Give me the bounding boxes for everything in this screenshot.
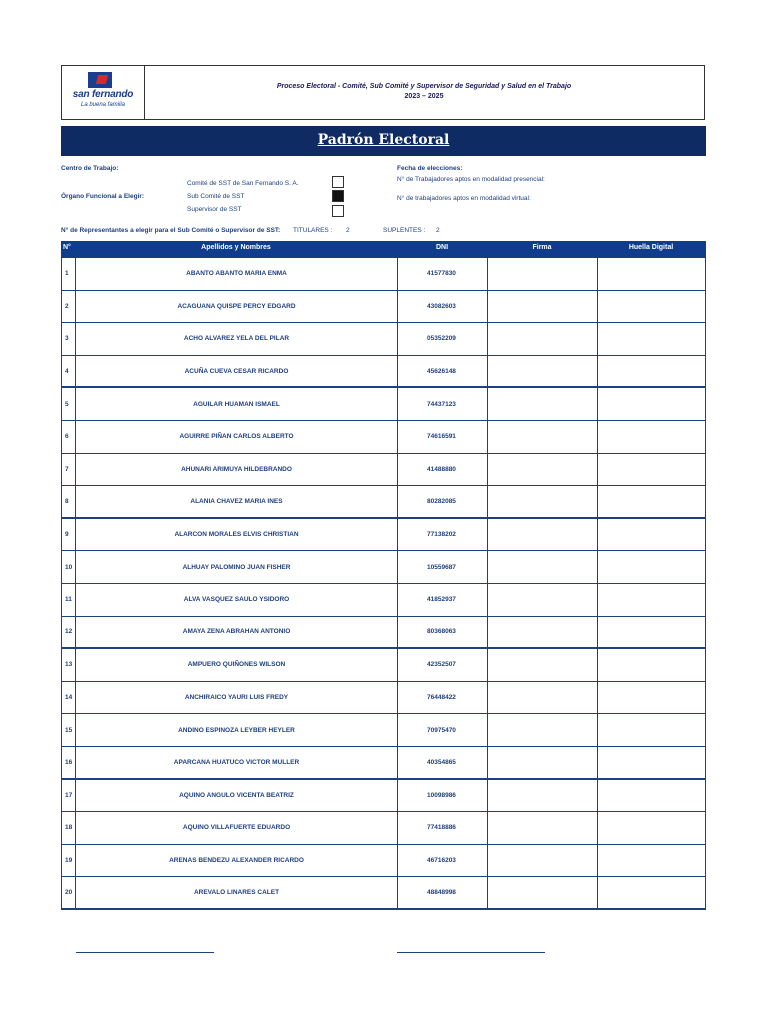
row-number: 12 — [62, 617, 76, 648]
centro-label: Centro de Trabajo: — [61, 165, 119, 172]
row-firma-cell[interactable] — [488, 682, 598, 714]
row-firma-cell[interactable] — [488, 649, 598, 681]
representantes-label: N° de Representantes a elegir para el Sub Comité o Supervisor de SST: — [61, 227, 281, 234]
row-firma-cell[interactable] — [488, 323, 598, 355]
row-firma-cell[interactable] — [488, 584, 598, 616]
row-dni: 46716203 — [398, 845, 488, 877]
row-firma-cell[interactable] — [488, 486, 598, 517]
row-name: AREVALO LINARES CALET — [76, 877, 398, 908]
row-dni: 40354865 — [398, 747, 488, 778]
table-row — [62, 258, 705, 291]
checkbox-subcomite[interactable] — [332, 190, 344, 202]
row-huella-cell[interactable] — [598, 388, 706, 420]
process-title: Proceso Electoral - Comité, Sub Comité y Supervisor de Seguridad y Salud en el Trabajo — [276, 83, 572, 90]
table-row — [62, 454, 705, 487]
row-number: 19 — [62, 845, 76, 877]
row-firma-cell[interactable] — [488, 617, 598, 648]
table-row — [62, 649, 705, 682]
option-label-supervisor: Supervisor de SST — [187, 206, 242, 213]
row-firma-cell[interactable] — [488, 714, 598, 746]
table-row — [62, 421, 705, 454]
signature-line-left — [76, 952, 214, 953]
header-dni: DNI — [435, 244, 449, 251]
row-name: APARCANA HUATUCO VICTOR MULLER — [76, 747, 398, 778]
row-firma-cell[interactable] — [488, 258, 598, 290]
table-row — [62, 388, 705, 421]
table-row — [62, 519, 705, 552]
row-number: 13 — [62, 649, 76, 681]
logo-tagline: La buena familia — [80, 102, 126, 108]
header-huella: Huella Digital — [628, 244, 674, 251]
row-huella-cell[interactable] — [598, 845, 706, 877]
row-huella-cell[interactable] — [598, 682, 706, 714]
row-dni: 41488880 — [398, 454, 488, 486]
row-dni: 42352507 — [398, 649, 488, 681]
row-huella-cell[interactable] — [598, 714, 706, 746]
table-body — [61, 258, 706, 910]
row-dni: 10559687 — [398, 551, 488, 583]
row-name: ALARCON MORALES ELVIS CHRISTIAN — [76, 519, 398, 551]
checkbox-comite[interactable] — [332, 176, 344, 188]
row-dni: 41577830 — [398, 258, 488, 290]
row-name: ACHO ALVAREZ YELA DEL PILAR — [76, 323, 398, 355]
row-firma-cell[interactable] — [488, 356, 598, 387]
row-number: 3 — [62, 323, 76, 355]
row-name: ALANIA CHAVEZ MARIA INES — [76, 486, 398, 517]
row-name: ABANTO ABANTO MARIA ENMA — [76, 258, 398, 290]
row-firma-cell[interactable] — [488, 519, 598, 551]
row-huella-cell[interactable] — [598, 454, 706, 486]
row-dni: 77418886 — [398, 812, 488, 844]
row-firma-cell[interactable] — [488, 845, 598, 877]
presencial-label: N° de Trabajadores aptos en modalidad presencial: — [397, 176, 545, 183]
row-dni: 80282085 — [398, 486, 488, 517]
row-dni: 74616591 — [398, 421, 488, 453]
row-number: 8 — [62, 486, 76, 517]
row-firma-cell[interactable] — [488, 780, 598, 812]
document-header — [61, 65, 705, 120]
row-number: 10 — [62, 551, 76, 583]
row-huella-cell[interactable] — [598, 812, 706, 844]
row-huella-cell[interactable] — [598, 877, 706, 908]
row-name: ACAGUANA QUISPE PERCY EDGARD — [76, 291, 398, 323]
suplentes-value: 2 — [436, 227, 440, 234]
header-firma: Firma — [532, 244, 552, 251]
row-huella-cell[interactable] — [598, 421, 706, 453]
row-number: 2 — [62, 291, 76, 323]
logo-mark-icon — [88, 72, 112, 88]
row-huella-cell[interactable] — [598, 551, 706, 583]
row-huella-cell[interactable] — [598, 780, 706, 812]
row-huella-cell[interactable] — [598, 486, 706, 517]
table-row — [62, 714, 705, 747]
table-row — [62, 747, 705, 780]
row-number: 15 — [62, 714, 76, 746]
titulares-label: TITULARES : — [293, 227, 333, 234]
table-row — [62, 356, 705, 389]
row-number: 6 — [62, 421, 76, 453]
row-number: 18 — [62, 812, 76, 844]
row-dni: 41852937 — [398, 584, 488, 616]
row-firma-cell[interactable] — [488, 551, 598, 583]
row-number: 1 — [62, 258, 76, 290]
row-number: 9 — [62, 519, 76, 551]
header-name: Apellidos y Nombres — [201, 244, 271, 251]
row-dni: 70975470 — [398, 714, 488, 746]
row-name: AQUINO VILLAFUERTE EDUARDO — [76, 812, 398, 844]
suplentes-label: SUPLENTES : — [383, 227, 426, 234]
row-number: 11 — [62, 584, 76, 616]
table-row — [62, 812, 705, 845]
row-number: 7 — [62, 454, 76, 486]
row-huella-cell[interactable] — [598, 356, 706, 387]
fecha-label: Fecha de elecciones: — [397, 165, 463, 172]
table-row — [62, 780, 705, 813]
checkbox-supervisor[interactable] — [332, 205, 344, 217]
row-dni: 80368063 — [398, 617, 488, 648]
row-dni: 74437123 — [398, 388, 488, 420]
row-dni: 48848998 — [398, 877, 488, 908]
row-name: ANDINO ESPINOZA LEYBER HEYLER — [76, 714, 398, 746]
row-dni: 76448422 — [398, 682, 488, 714]
option-label-comite: Comité de SST de San Fernando S. A. — [187, 180, 299, 187]
table-row — [62, 617, 705, 650]
process-period: 2023 – 2025 — [404, 93, 444, 100]
row-firma-cell[interactable] — [488, 421, 598, 453]
row-huella-cell[interactable] — [598, 747, 706, 778]
row-dni: 10098986 — [398, 780, 488, 812]
row-firma-cell[interactable] — [488, 877, 598, 908]
table-row — [62, 682, 705, 715]
row-dni: 77138202 — [398, 519, 488, 551]
row-number: 4 — [62, 356, 76, 387]
row-name: ANCHIRAICO YAURI LUIS FREDY — [76, 682, 398, 714]
table-row — [62, 584, 705, 617]
row-name: AGUILAR HUAMAN ISMAEL — [76, 388, 398, 420]
row-name: ACUÑA CUEVA CESAR RICARDO — [76, 356, 398, 387]
table-row — [62, 323, 705, 356]
row-huella-cell[interactable] — [598, 617, 706, 648]
table-row — [62, 551, 705, 584]
row-number: 14 — [62, 682, 76, 714]
row-dni: 43082603 — [398, 291, 488, 323]
table-row — [62, 845, 705, 878]
row-firma-cell[interactable] — [488, 388, 598, 420]
virtual-label: N° de trabajadores aptos en modalidad virtual: — [397, 195, 531, 202]
row-dni: 05352209 — [398, 323, 488, 355]
row-huella-cell[interactable] — [598, 584, 706, 616]
row-number: 20 — [62, 877, 76, 908]
row-number: 16 — [62, 747, 76, 778]
row-huella-cell[interactable] — [598, 291, 706, 323]
header-num: N° — [63, 244, 71, 251]
row-firma-cell[interactable] — [488, 454, 598, 486]
row-name: AGUIRRE PIÑAN CARLOS ALBERTO — [76, 421, 398, 453]
row-huella-cell[interactable] — [598, 649, 706, 681]
row-huella-cell[interactable] — [598, 519, 706, 551]
option-label-subcomite: Sub Comité de SST — [187, 193, 245, 200]
row-huella-cell[interactable] — [598, 258, 706, 290]
row-firma-cell[interactable] — [488, 812, 598, 844]
table-row — [62, 291, 705, 324]
row-firma-cell[interactable] — [488, 291, 598, 323]
row-name: AHUNARI ARIMUYA HILDEBRANDO — [76, 454, 398, 486]
row-name: AQUINO ANGULO VICENTA BEATRIZ — [76, 780, 398, 812]
row-firma-cell[interactable] — [488, 747, 598, 778]
title-banner — [61, 126, 706, 156]
row-name: ALVA VASQUEZ SAULO YSIDORO — [76, 584, 398, 616]
logo — [62, 66, 145, 119]
row-number: 17 — [62, 780, 76, 812]
row-name: ALHUAY PALOMINO JUAN FISHER — [76, 551, 398, 583]
organo-label: Órgano Funcional a Elegir: — [61, 193, 145, 200]
row-huella-cell[interactable] — [598, 323, 706, 355]
table-header — [61, 241, 706, 258]
page-title: Padrón Electoral — [317, 132, 450, 148]
row-name: ARENAS BENDEZU ALEXANDER RICARDO — [76, 845, 398, 877]
signature-line-right — [397, 952, 545, 953]
titulares-value: 2 — [346, 227, 350, 234]
table-row — [62, 877, 705, 910]
row-dni: 45626148 — [398, 356, 488, 387]
row-name: AMPUERO QUIÑONES WILSON — [76, 649, 398, 681]
table-row — [62, 486, 705, 519]
row-number: 5 — [62, 388, 76, 420]
logo-wordmark: san fernando — [72, 89, 134, 100]
row-name: AMAYA ZENA ABRAHAN ANTONIO — [76, 617, 398, 648]
